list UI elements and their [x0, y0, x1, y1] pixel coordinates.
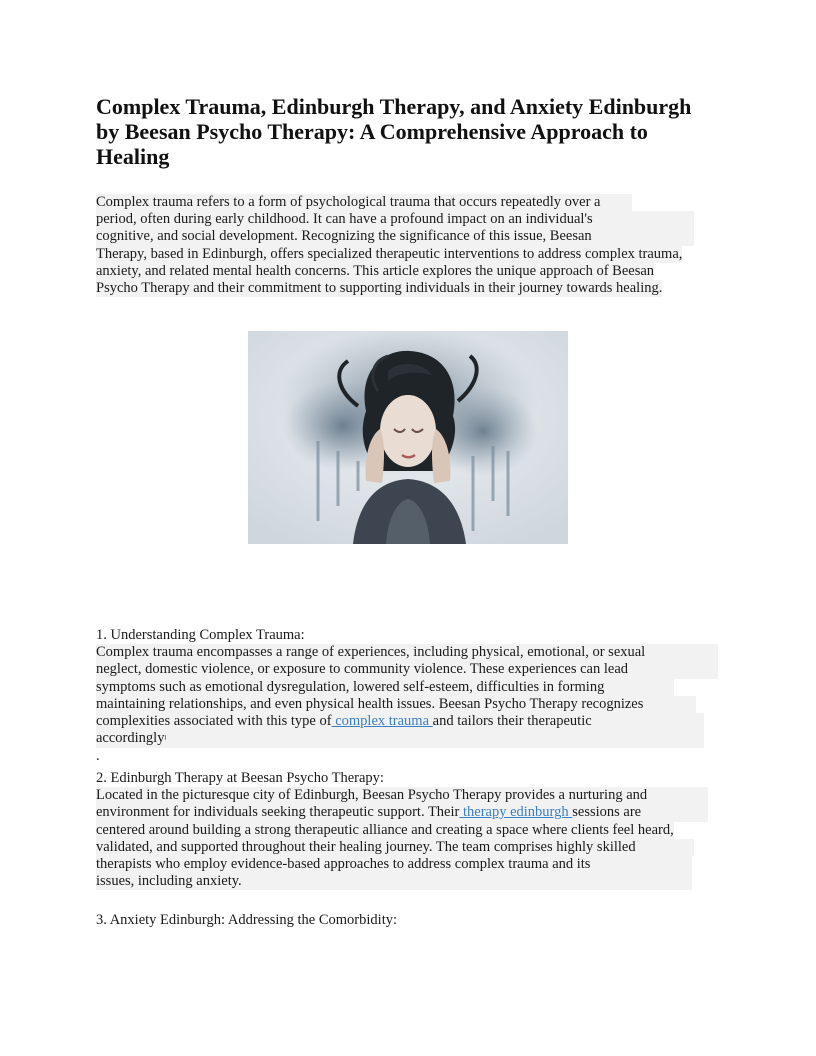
section-edinburgh-therapy [96, 770, 708, 890]
intro-line: cognitive, and social development. Recognizing the significance of this issue, Beesan [96, 228, 694, 245]
intro-line: Therapy, based in Edinburgh, offers specialized therapeutic interventions to address complex trauma, [96, 245, 683, 262]
section-heading: 3. Anxiety Edinburgh: Addressing the Comorbidity: [96, 912, 398, 928]
document-page [96, 94, 720, 928]
title-line: Complex Trauma, Edinburgh Therapy, and Anxiety Edinburgh [96, 94, 692, 119]
footnote-mark: ᴵ [164, 734, 167, 746]
section-heading: 2. Edinburgh Therapy at Beesan Psycho Therapy: [96, 770, 384, 786]
woman-illustration-image [248, 331, 568, 544]
section-anxiety-edinburgh [96, 912, 397, 929]
section-line: validated, and supported throughout their healing journey. The team comprises highly skilled [96, 839, 694, 856]
intro-line: anxiety, and related mental health concerns. This article explores the unique approach of Beesan [96, 262, 655, 279]
intro-paragraph [96, 194, 694, 297]
intro-line: Psycho Therapy and their commitment to supporting individuals in their journey towards healing. [96, 280, 663, 297]
section-line: symptoms such as emotional dysregulation, lowered self-esteem, difficulties in forming [96, 679, 674, 696]
section-line-text: accordingly [96, 730, 165, 747]
section-line: neglect, domestic violence, or exposure to community violence. These experiences can lead [96, 661, 718, 678]
section-line-text: complexities associated with this type of [96, 713, 332, 730]
section-understanding-complex-trauma [96, 627, 718, 766]
section-line: centered around building a strong therapeutic alliance and creating a space where clients feel heard, [96, 821, 674, 838]
section-line: issues, including anxiety. [96, 873, 692, 890]
section-line-text: sessions are [572, 804, 642, 821]
section-line: Located in the picturesque city of Edinburgh, Beesan Psycho Therapy provides a nurturing and [96, 787, 708, 804]
complex-trauma-link[interactable]: complex trauma [331, 713, 433, 730]
section-line-text: and tailors their therapeutic [432, 713, 592, 730]
intro-line: Complex trauma refers to a form of psychological trauma that occurs repeatedly over a [96, 194, 632, 211]
stray-dot: . [96, 748, 100, 765]
section-line-text: environment for individuals seeking therapeutic support. Their [96, 804, 460, 821]
section-line: Complex trauma encompasses a range of experiences, including physical, emotional, or sexual [96, 644, 718, 661]
therapy-edinburgh-link[interactable]: therapy edinburgh [459, 804, 573, 821]
intro-line: period, often during early childhood. It can have a profound impact on an individual's [96, 211, 694, 228]
title-line: by Beesan Psycho Therapy: A Comprehensive Approach to [96, 119, 648, 144]
section-line: maintaining relationships, and even physical health issues. Beesan Psycho Therapy recognizes [96, 696, 696, 713]
section-heading: 1. Understanding Complex Trauma: [96, 627, 305, 643]
article-title [96, 94, 720, 169]
title-line: Healing [96, 144, 170, 169]
section-line: therapists who employ evidence-based approaches to address complex trauma and its [96, 856, 692, 873]
